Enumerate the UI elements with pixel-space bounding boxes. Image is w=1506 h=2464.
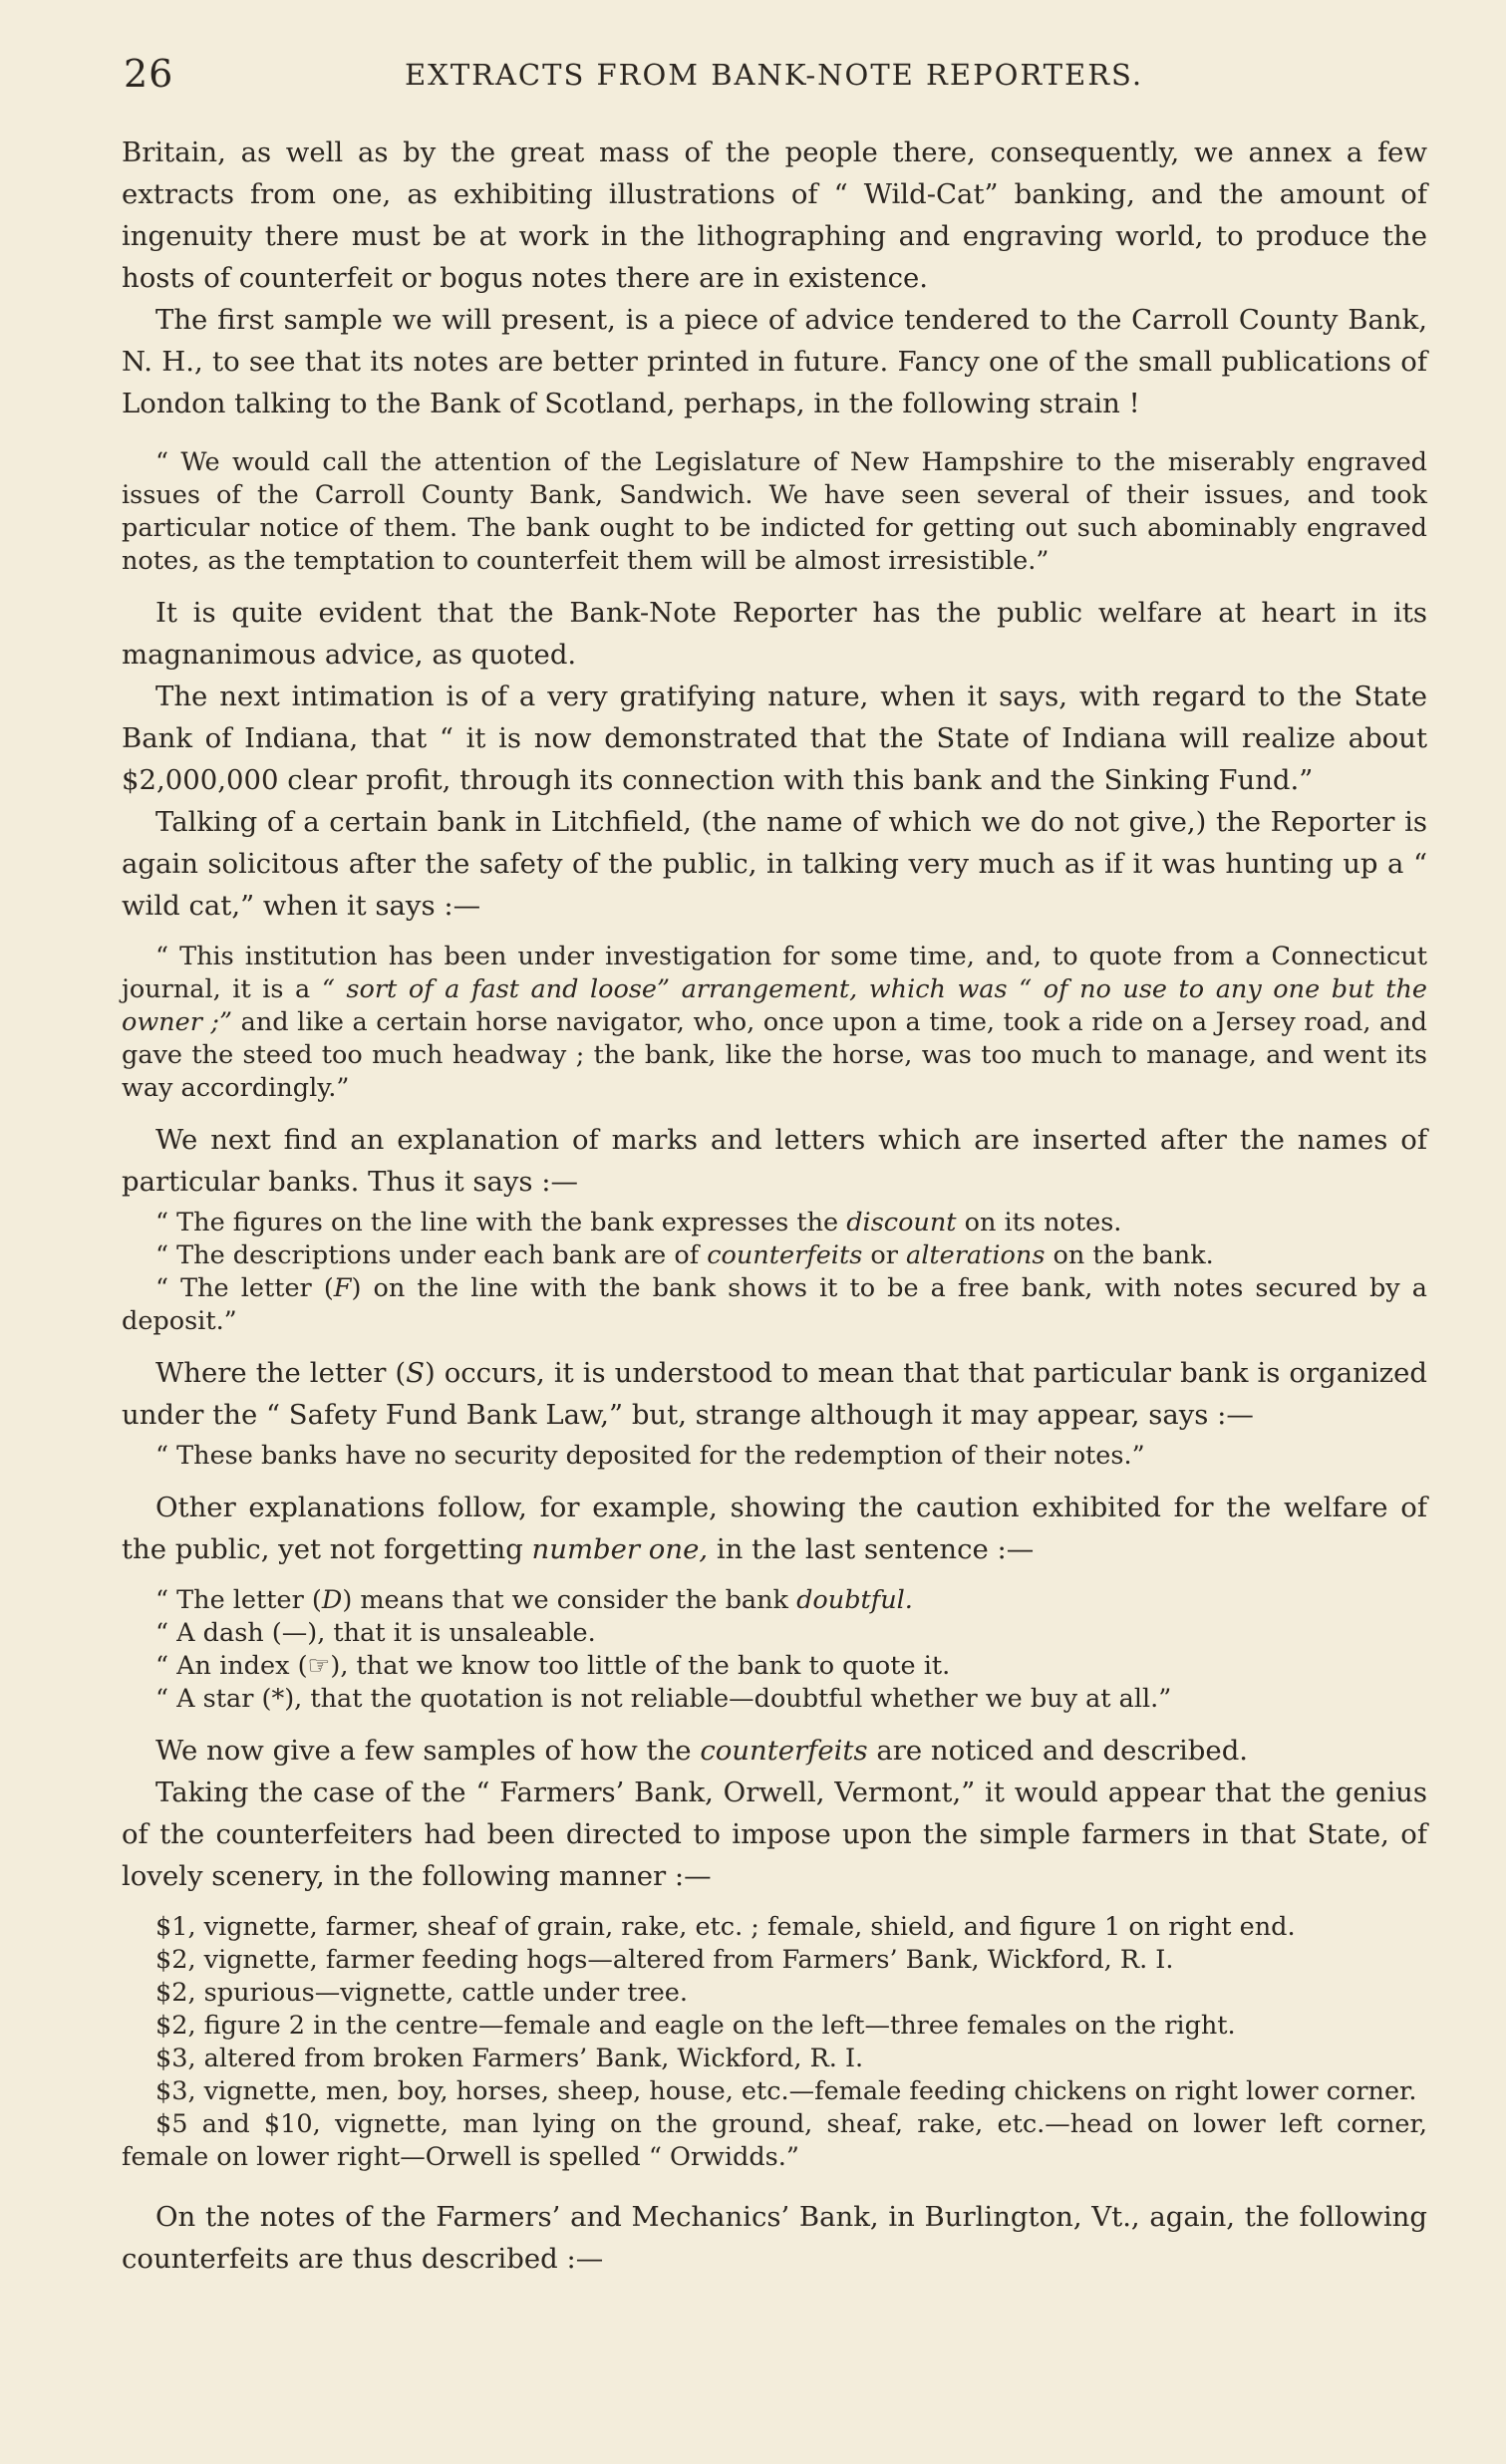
quote-emphasis: discount [846, 1208, 957, 1237]
quote-line [122, 1207, 1427, 1239]
quote-emphasis: counterfeits [707, 1240, 863, 1270]
quote-line [122, 1239, 1427, 1272]
quote-text: “ The descriptions under each bank are of [155, 1240, 708, 1270]
paragraph-text: Other explanations follow, for example, showing the caution exhibited for the welfare of the public, yet not forgetting [122, 1492, 1427, 1565]
counterfeit-item: $2, figure 2 in the centre—female and eagle on the left—three females on the right. [155, 2011, 1236, 2041]
paragraph-7 [122, 1352, 1427, 1436]
paragraph-2: The first sample we will present, is a piece of advice tendered to the Carroll County Bank, N. H., to see that its notes are better printed in future. Fancy one of the small publications of London talking to the Bank of Scotland, perhaps, in the following strain ! [122, 304, 1427, 419]
paragraph-3: It is quite evident that the Bank-Note Reporter has the public welfare at heart in its magnanimous advice, as quoted. [122, 597, 1427, 671]
quote-carroll-county: “ We would call the attention of the Legislature of New Hampshire to the miserably engraved issues of the Carroll County Bank, Sandwich. We have seen several of their issues, and took particular notice of them. The bank ought to be indicted for getting out such abominably engraved notes, as the temptation to counterfeit them will be almost irresistible.” [122, 447, 1427, 576]
quote-text: or [862, 1240, 907, 1270]
quote-emphasis: F [333, 1273, 352, 1303]
quote-text: ), that we know too little of the bank to quote it. [330, 1651, 951, 1681]
body-text [122, 132, 1427, 2280]
quote-line: “ A star (*), that the quotation is not reliable—doubtful whether we buy at all.” [155, 1684, 1172, 1714]
quote-text: ) means that we consider the bank [342, 1585, 797, 1615]
quote-text: on its notes. [956, 1208, 1122, 1237]
quote-line [122, 1650, 1427, 1683]
quote-safety-fund: “ These banks have no security deposited for the redemption of their notes.” [155, 1441, 1145, 1471]
quote-text: “ This institution has been under investigation for some time, and, to quote from a Connecticut journal, it is a [122, 942, 1427, 1004]
quote-text: on the bank. [1045, 1240, 1214, 1270]
page-number: 26 [124, 52, 174, 96]
quote-emphasis: “ sort of a fast and loose” arrangement, which was “ of no use to any one but the owner ;” [122, 974, 1428, 1037]
quote-text: “ The letter ( [155, 1273, 334, 1303]
paragraph-6: We next find an explanation of marks and letters which are inserted after the names of particular banks. Thus it says :— [122, 1124, 1427, 1198]
paragraph-text: Where the letter ( [155, 1357, 407, 1389]
quote-marks-explanation [122, 1207, 1427, 1338]
quote-text: ) on the line with the bank shows it to be a free bank, with notes secured by a deposit.” [122, 1273, 1427, 1336]
paragraph-emphasis: number one, [531, 1533, 709, 1565]
paragraph-text: ) occurs, it is understood to mean that that particular bank is organized under the “ Safety Fund Bank Law,” but, strange although it may appear, says :— [122, 1357, 1427, 1431]
paragraph-text: in the last sentence :— [708, 1533, 1035, 1565]
quote-emphasis: doubtful. [796, 1585, 913, 1615]
counterfeit-item: $3, vignette, men, boy, horses, sheep, house, etc.—female feeding chickens on right lower corner. [155, 2076, 1417, 2106]
page-header [124, 52, 1439, 102]
paragraph-emphasis: counterfeits [700, 1735, 868, 1767]
counterfeit-list [122, 1911, 1427, 2174]
paragraph-emphasis: S [406, 1357, 425, 1389]
quote-letter-marks [122, 1584, 1427, 1716]
counterfeit-item: $1, vignette, farmer, sheaf of grain, rake, etc. ; female, shield, and figure 1 on right end. [155, 1912, 1296, 1942]
counterfeit-item: $2, vignette, farmer feeding hogs—altered from Farmers’ Bank, Wickford, R. I. [155, 1945, 1174, 1975]
paragraph-11: On the notes of the Farmers’ and Mechanics’ Bank, in Burlington, Vt., again, the following counterfeits are thus described :— [122, 2201, 1427, 2275]
paragraph-9 [122, 1730, 1427, 1772]
paragraph-1: Britain, as well as by the great mass of the people there, consequently, we annex a few extracts from one, as exhibiting illustrations of “ Wild-Cat” banking, and the amount of ingenuity there must be at work in the lithographing and engraving world, to produce the hosts of counterfeit or bogus notes there are in existence. [122, 137, 1427, 294]
quote-line [122, 1584, 1427, 1617]
paragraph-4: The next intimation is of a very gratifying nature, when it says, with regard to the State Bank of Indiana, that “ it is now demonstrated that the State of Indiana will realize about $2,000,000 clear profit, through its connection with this bank and the Sinking Fund.” [122, 681, 1427, 796]
quote-litchfield [122, 941, 1427, 1105]
quote-text: “ The figures on the line with the bank expresses the [155, 1208, 847, 1237]
quote-line [122, 1272, 1427, 1338]
quote-text: “ The letter ( [155, 1585, 322, 1615]
counterfeit-item: $5 and $10, vignette, man lying on the ground, sheaf, rake, etc.—head on lower left corner, female on lower right—Orwell is spelled “ Orwidds.” [122, 2109, 1427, 2172]
paragraph-5: Talking of a certain bank in Litchfield, (the name of which we do not give,) the Reporter is again solicitous after the safety of the public, in talking very much as if it was hunting up a “ wild cat,” when it says :— [122, 806, 1427, 922]
paragraph-text: We now give a few samples of how the [155, 1735, 701, 1767]
quote-line: “ A dash (—), that it is unsaleable. [155, 1618, 596, 1648]
quote-emphasis: alterations [906, 1240, 1046, 1270]
counterfeit-item: $2, spurious—vignette, cattle under tree. [155, 1978, 689, 2008]
quote-text: and like a certain horse navigator, who, once upon a time, took a ride on a Jersey road, and gave the steed too much headway ; the bank, like the horse, was too much to manage, and went its way accordingly.” [122, 1007, 1427, 1103]
quote-emphasis: D [321, 1585, 343, 1615]
quote-text: “ An index ( [155, 1651, 308, 1681]
pointing-hand-icon: ☞ [307, 1651, 331, 1681]
paragraph-8 [122, 1487, 1427, 1570]
paragraph-text: are noticed and described. [867, 1735, 1249, 1767]
paragraph-10: Taking the case of the “ Farmers’ Bank, Orwell, Vermont,” it would appear that the genius of the counterfeiters had been directed to impose upon the simple farmers in that State, of lovely scenery, in the following manner :— [122, 1777, 1427, 1892]
running-head: EXTRACTS FROM BANK-NOTE REPORTERS. [405, 58, 1144, 92]
counterfeit-item: $3, altered from broken Farmers’ Bank, Wickford, R. I. [155, 2044, 864, 2073]
